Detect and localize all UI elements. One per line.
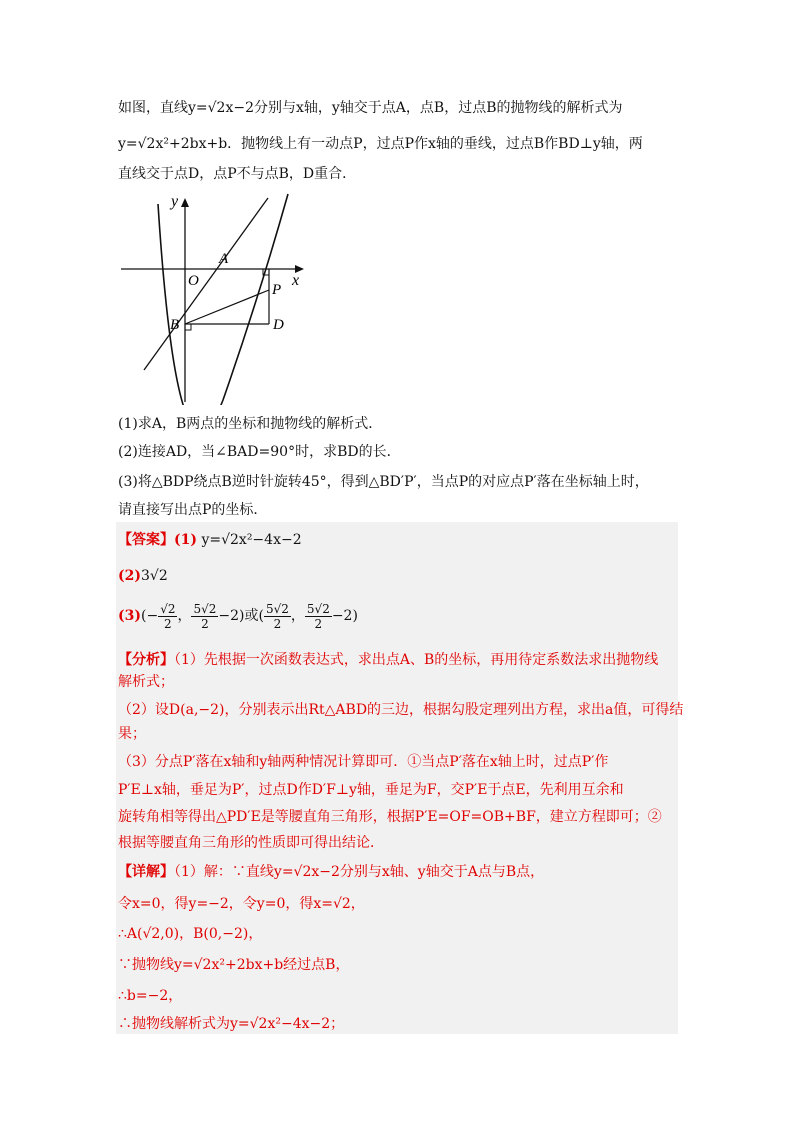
- label-b: B: [170, 317, 180, 333]
- analysis-line-5: （3）分点P′落在x轴和y轴两种情况计算即可．①当点P′落在x轴上时，过点P′作: [118, 754, 609, 770]
- detail-line-6: ∴抛物线解析式为y=√2x²−4x−2；: [118, 1016, 345, 1032]
- label-y: y: [171, 193, 179, 210]
- answer-3-frac-3: [264, 602, 291, 631]
- answer-3: [118, 598, 358, 634]
- detail-line-4: ∵抛物线y=√2x²+2bx+b经过点B，: [118, 957, 350, 973]
- problem-line-3: 直线交于点D，点P不与点B，D重合．: [118, 166, 357, 182]
- label-p: P: [272, 282, 282, 298]
- answer-1-label: (1): [174, 532, 197, 548]
- analysis-text-1: （1）先根据一次函数表达式，求出点A、B的坐标，再用待定系数法求出抛物线: [174, 652, 659, 668]
- analysis-line-2: 解析式；: [118, 674, 174, 690]
- label-o: O: [188, 273, 199, 289]
- frac-1-numerator: √2: [160, 601, 176, 616]
- analysis-line-1: [118, 650, 658, 670]
- right-angle-mark-b: [185, 324, 191, 330]
- analysis-line-3: （2）设D(a,−2)，分别表示出Rt△ABD的三边，根据勾股定理列出方程，求出a值，可得结: [118, 702, 684, 718]
- coordinate-graph: [118, 190, 308, 405]
- geometry-figure: [118, 190, 308, 405]
- answer-2-label: (2): [118, 568, 141, 584]
- problem-line-1: 如图，直线y=√2x−2分别与x轴，y轴交于点A，点B，过点B的抛物线的解析式为: [118, 100, 623, 116]
- answer-tag: 【答案】: [118, 532, 174, 548]
- answer-3-comma-1: ，: [177, 608, 192, 624]
- answer-3-frac-2: [191, 602, 218, 631]
- frac-2-denominator: 2: [201, 616, 209, 631]
- frac-3-denominator: 2: [273, 616, 282, 631]
- question-1: (1)求A，B两点的坐标和抛物线的解析式．: [118, 416, 383, 432]
- frac-4-denominator: 2: [314, 616, 323, 631]
- answer-3-frac-1: [158, 602, 177, 631]
- answer-3-open-1: (−: [141, 608, 159, 624]
- question-3-line-1: (3)将△BDP绕点B逆时针旋转45°，得到△BD′P′，当点P的对应点P′落在坐标轴上时，: [118, 474, 649, 490]
- detail-line-5: ∴b=−2，: [118, 988, 183, 1004]
- y-axis-arrow: [181, 198, 189, 207]
- analysis-line-6: P′E⊥x轴，垂足为P′，过点D作D′F⊥y轴，垂足为F，交P′E于点E，先利用互余和: [118, 782, 624, 798]
- question-2: (2)连接AD，当∠BAD=90°时，求BD的长．: [118, 444, 401, 460]
- answer-3-or: 或(: [244, 608, 264, 624]
- answer-3-frac-4: [305, 602, 332, 631]
- analysis-tag: 【分析】: [118, 652, 174, 668]
- detail-line-3: ∴A(√2,0)，B(0,−2)，: [118, 926, 263, 942]
- answer-1: [118, 530, 302, 550]
- answer-3-close-2: −2): [331, 608, 358, 624]
- detail-tag: 【详解】: [118, 864, 174, 880]
- label-x: x: [292, 272, 300, 289]
- answer-2: [118, 566, 168, 586]
- detail-line-2: 令x=0，得y=−2，令y=0，得x=√2，: [118, 896, 365, 912]
- question-3-line-2: 请直接写出点P的坐标．: [118, 502, 268, 518]
- answer-2-expr: 3√2: [141, 568, 168, 584]
- detail-line-1: [118, 862, 544, 882]
- frac-3-numerator: 5√2: [265, 601, 289, 616]
- analysis-line-7: 旋转角相等得出△PD′E是等腰直角三角形，根据P′E=OF=OB+BF，建立方程即可；②: [118, 809, 662, 825]
- line-ab: [144, 198, 268, 370]
- frac-2-numerator: 5√2: [193, 601, 217, 616]
- frac-1-denominator: 2: [164, 616, 172, 631]
- analysis-line-8: 根据等腰直角三角形的性质即可得出结论．: [118, 835, 384, 851]
- answer-3-label: (3): [118, 608, 141, 624]
- analysis-line-4: 果；: [118, 726, 146, 742]
- problem-line-2: y=√2x²+2bx+b．抛物线上有一动点P，过点P作x轴的垂线，过点B作BD⊥y轴，两: [118, 136, 643, 152]
- label-a: A: [219, 251, 229, 267]
- label-d: D: [273, 317, 284, 333]
- answer-1-expr: y=√2x²−4x−2: [201, 532, 302, 548]
- frac-4-numerator: 5√2: [306, 601, 330, 616]
- detail-text-1: （1）解：∵直线y=√2x−2分别与x轴、y轴交于A点与B点，: [174, 864, 545, 880]
- answer-3-close-1: −2): [218, 608, 245, 624]
- answer-3-comma-2: ，: [290, 608, 305, 624]
